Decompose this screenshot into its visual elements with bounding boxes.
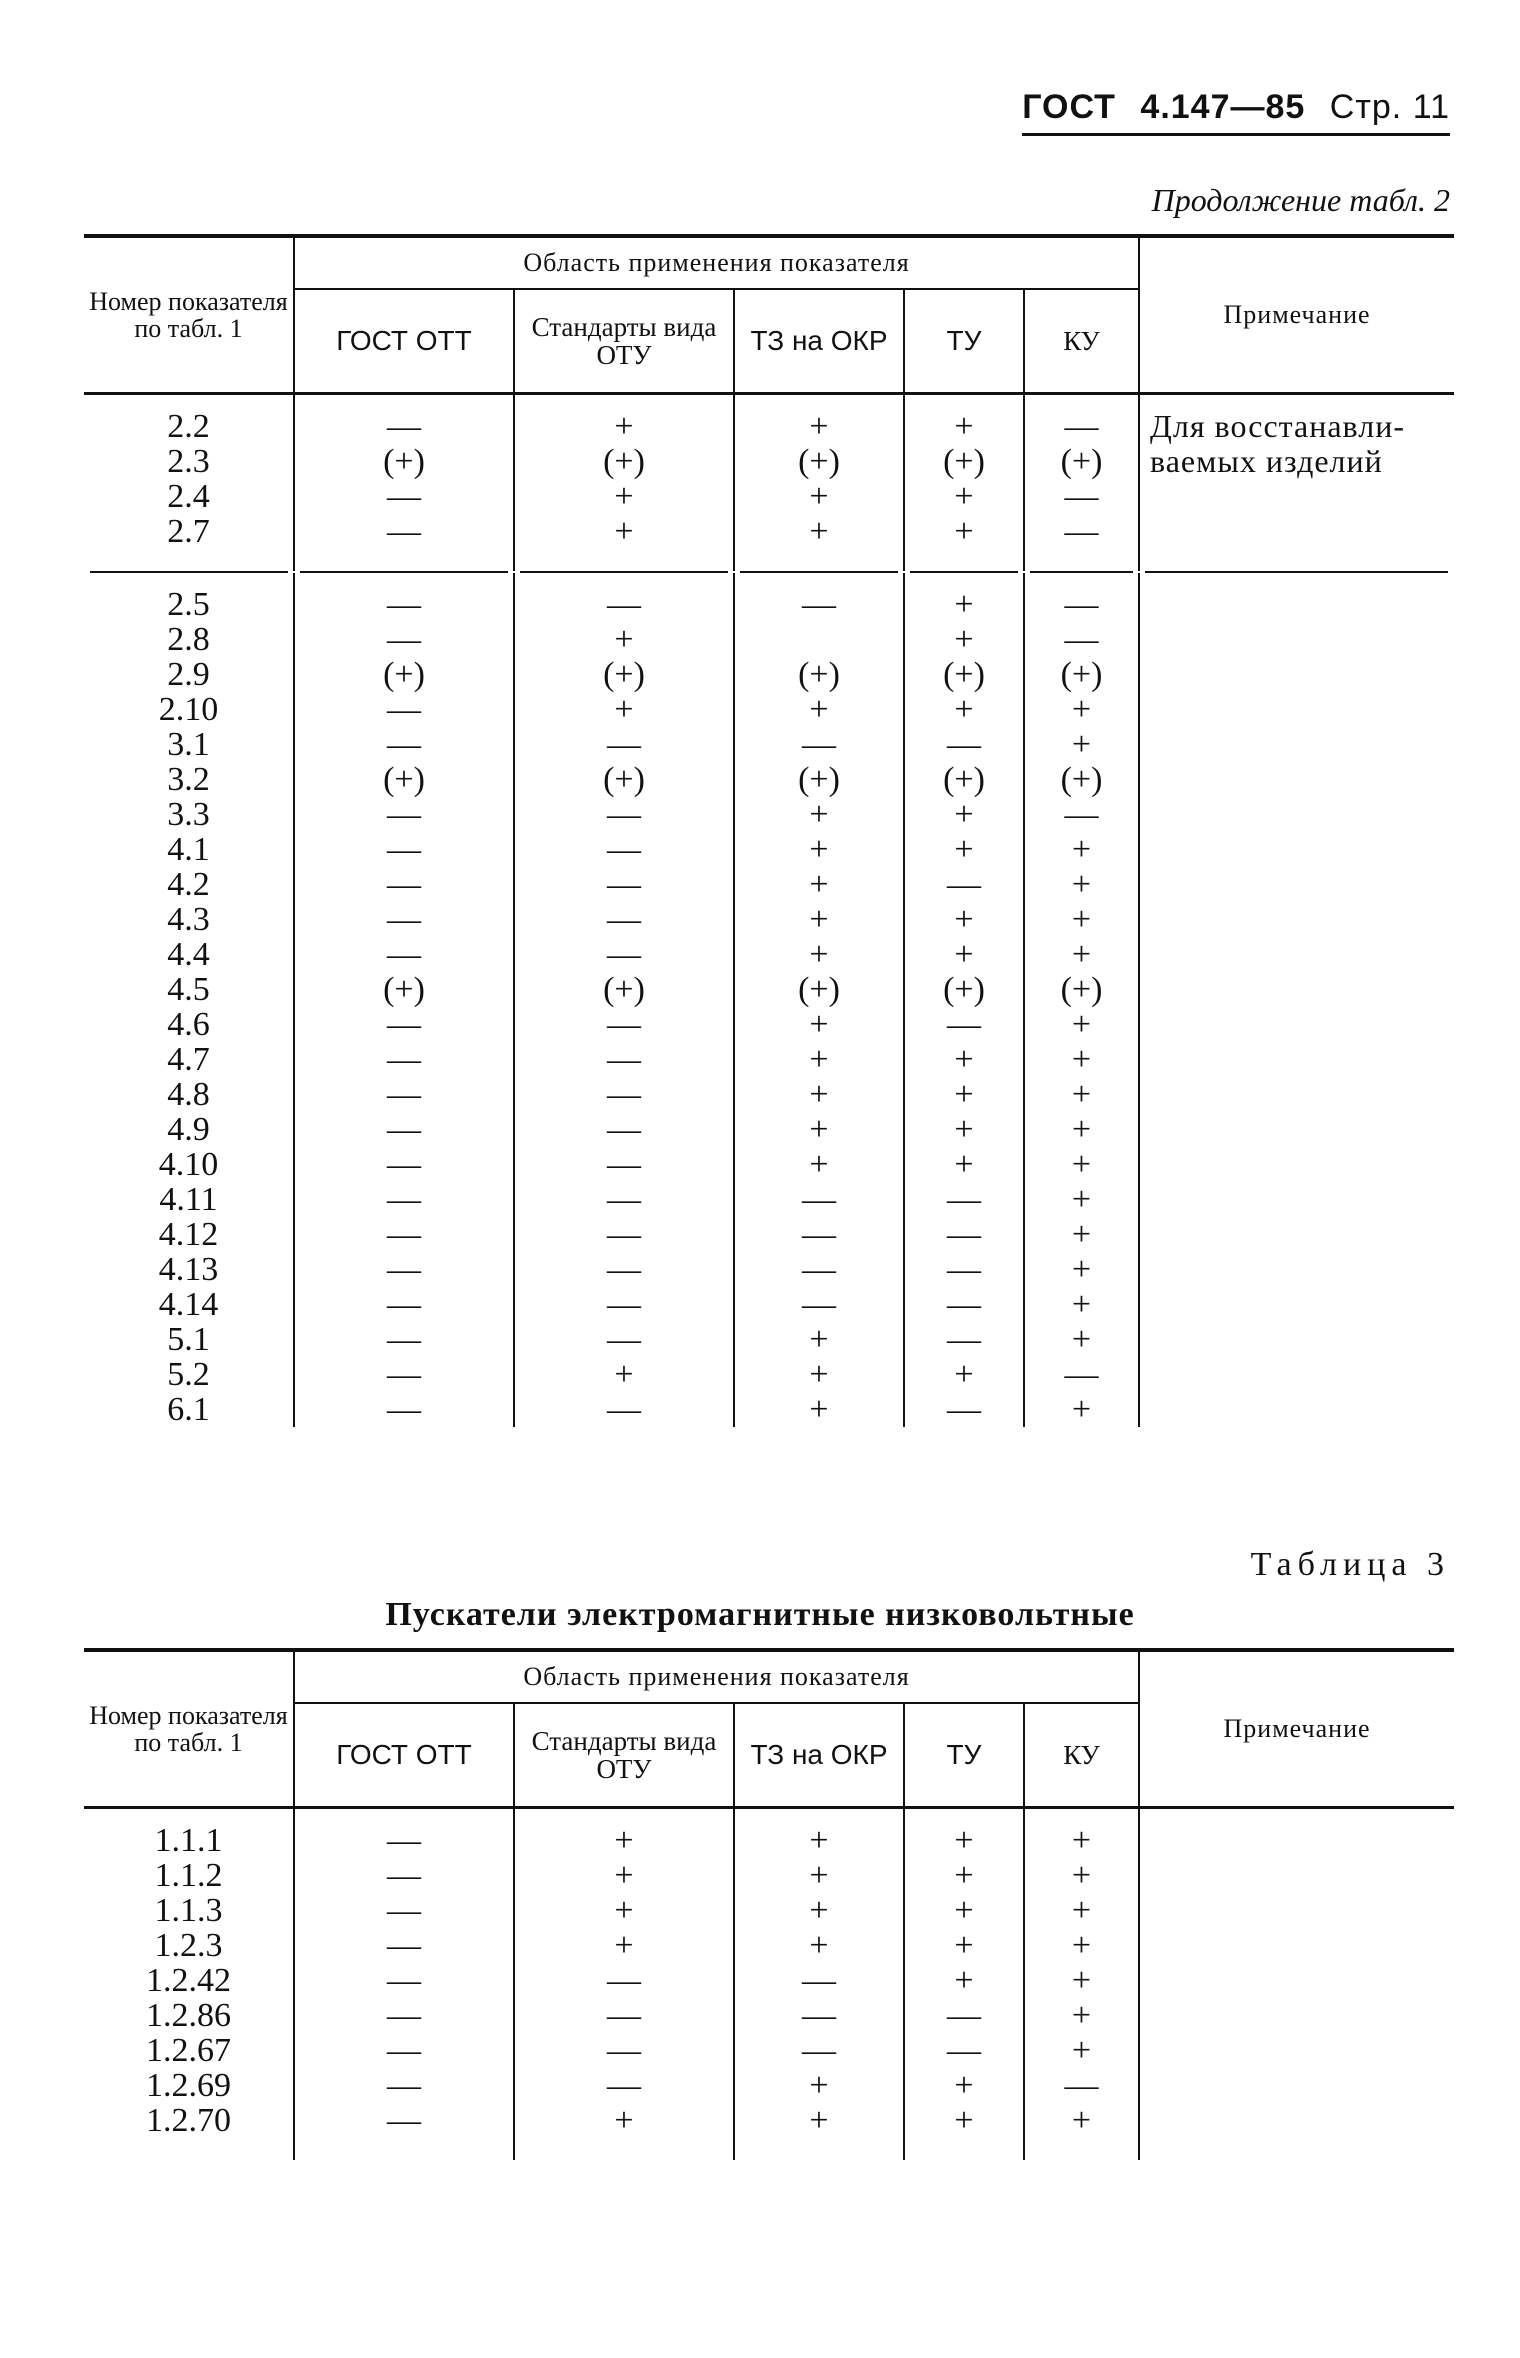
- cell-value: +: [954, 1146, 974, 1183]
- cell-value: +: [614, 1927, 634, 1964]
- col-gost-ott-header: ГОСТ ОТТ: [294, 289, 514, 394]
- cell-ku: [1024, 573, 1139, 1427]
- cell-value: +: [809, 1111, 829, 1148]
- cell-value: —: [947, 726, 981, 763]
- cell-value: —: [607, 1251, 641, 1288]
- col-ku-header: КУ: [1024, 1703, 1139, 1808]
- cell-value: +: [954, 1962, 974, 1999]
- cell-value: +: [1071, 1321, 1092, 1358]
- cell-value: +: [1071, 831, 1092, 868]
- cell-value: +: [614, 1356, 634, 1393]
- cell-value: +: [954, 1076, 974, 1113]
- row-number: 3.3: [167, 796, 210, 833]
- cell-value: —: [1064, 2067, 1099, 2104]
- cell-value: +: [1071, 2102, 1092, 2139]
- row-number: 4.10: [158, 1146, 219, 1183]
- cell-value: —: [387, 1006, 421, 1043]
- cell-value: —: [607, 796, 641, 833]
- cell-value: +: [614, 2102, 634, 2139]
- cell-value: (+): [798, 443, 840, 480]
- cell-value: —: [1064, 408, 1099, 445]
- cell-value: —: [387, 513, 421, 550]
- cell-value: +: [614, 691, 634, 728]
- cell-value: +: [614, 408, 634, 445]
- cell-value: (+): [943, 761, 985, 798]
- cell-value: +: [954, 1927, 974, 1964]
- cell-value: (+): [383, 761, 425, 798]
- cell-value: —: [1064, 478, 1099, 515]
- cell-value: +: [809, 2102, 829, 2139]
- cell-value: —: [802, 1181, 836, 1218]
- cell-value: +: [954, 621, 974, 658]
- cell-value: +: [614, 1892, 634, 1929]
- row-numbers: [84, 1808, 294, 2139]
- col-note-header: Примечание: [1139, 236, 1454, 394]
- cell-value: +: [954, 2102, 974, 2139]
- cell-value: —: [1064, 513, 1099, 550]
- cell-value: —: [802, 1216, 836, 1253]
- col-number-header: Номер показателя по табл. 1: [84, 236, 294, 394]
- cell-value: +: [809, 513, 829, 550]
- cell-value: +: [809, 1892, 829, 1929]
- cell-value: +: [809, 691, 829, 728]
- cell-value: —: [1064, 586, 1099, 623]
- row-number: 1.2.69: [146, 2067, 231, 2104]
- row-number: 2.5: [167, 586, 210, 623]
- col-group-header: Область применения показателя: [294, 1650, 1139, 1703]
- row-number: 2.4: [167, 478, 210, 515]
- col-group-header: Область применения показателя: [294, 236, 1139, 289]
- cell-value: (+): [603, 761, 645, 798]
- cell-value: (+): [943, 971, 985, 1008]
- spacer-row: [84, 2138, 1454, 2160]
- cell-value: —: [802, 1251, 836, 1288]
- cell-value: (+): [943, 443, 985, 480]
- cell-value: +: [1071, 866, 1092, 903]
- cell-value: +: [1071, 901, 1092, 938]
- cell-value: +: [954, 1111, 974, 1148]
- cell-value: —: [607, 831, 641, 868]
- cell-value: —: [387, 866, 421, 903]
- cell-note: [1139, 573, 1454, 1427]
- cell-tz-okr: [734, 394, 904, 550]
- cell-value: —: [387, 1041, 421, 1078]
- cell-value: —: [802, 2032, 836, 2069]
- cell-value: (+): [1060, 443, 1103, 480]
- cell-value: +: [1071, 1251, 1092, 1288]
- cell-tz-okr: [734, 1808, 904, 2139]
- row-number: 1.1.1: [154, 1822, 223, 1859]
- cell-value: —: [607, 1391, 641, 1428]
- cell-value: —: [947, 1181, 981, 1218]
- table-row: [84, 573, 1454, 1427]
- cell-value: —: [387, 1857, 421, 1894]
- cell-value: +: [809, 1927, 829, 1964]
- header-gost: ГОСТ: [1022, 88, 1116, 126]
- cell-value: (+): [798, 761, 840, 798]
- cell-value: +: [1071, 1857, 1092, 1894]
- cell-value: —: [387, 1391, 421, 1428]
- cell-value: —: [387, 1892, 421, 1929]
- cell-value: —: [607, 2032, 641, 2069]
- cell-value: —: [607, 1006, 641, 1043]
- row-number: 1.2.67: [146, 2032, 231, 2069]
- cell-value: —: [387, 1216, 421, 1253]
- col-note-header: Примечание: [1139, 1650, 1454, 1808]
- cell-value: (+): [943, 656, 985, 693]
- cell-value: —: [947, 2032, 981, 2069]
- col-number-header: Номер показателя по табл. 1: [84, 1650, 294, 1808]
- cell-value: —: [607, 1076, 641, 1113]
- cell-value: +: [614, 1822, 634, 1859]
- cell-value: +: [954, 408, 974, 445]
- cell-value: —: [387, 691, 421, 728]
- row-number: 4.1: [167, 831, 210, 868]
- cell-value: —: [607, 1181, 641, 1218]
- cell-value: —: [607, 1216, 641, 1253]
- cell-value: +: [1071, 936, 1092, 973]
- table-3: [84, 1648, 1454, 2160]
- cell-value: —: [947, 1251, 981, 1288]
- cell-value: —: [802, 586, 836, 623]
- row-number: 4.8: [167, 1076, 210, 1113]
- table3-body: [84, 1808, 1454, 2161]
- cell-value: +: [954, 1356, 974, 1393]
- cell-value: (+): [603, 971, 645, 1008]
- cell-value: +: [1071, 726, 1092, 763]
- cell-value: —: [607, 586, 641, 623]
- row-number: 4.11: [159, 1181, 218, 1218]
- col-gost-ott-header: ГОСТ ОТТ: [294, 1703, 514, 1808]
- row-number: 1.2.86: [146, 1997, 231, 2034]
- row-number: 2.2: [167, 408, 210, 445]
- row-number: 2.7: [167, 513, 210, 550]
- cell-value: +: [809, 1356, 829, 1393]
- cell-value: +: [809, 1076, 829, 1113]
- cell-value: —: [387, 408, 421, 445]
- cell-value: —: [607, 1146, 641, 1183]
- cell-value: +: [809, 1321, 829, 1358]
- cell-value: +: [954, 2067, 974, 2104]
- row-number: 3.2: [167, 761, 210, 798]
- cell-value: —: [1064, 796, 1099, 833]
- table2-body: [84, 394, 1454, 1428]
- row-number: 4.6: [167, 1006, 210, 1043]
- cell-value: —: [607, 1111, 641, 1148]
- row-number: 4.4: [167, 936, 210, 973]
- row-number: 4.7: [167, 1041, 210, 1078]
- cell-value: —: [387, 1321, 421, 1358]
- cell-value: —: [387, 1356, 421, 1393]
- cell-note: Для восстанавли-ваемых изделий: [1139, 394, 1454, 550]
- cell-value: (+): [798, 971, 840, 1008]
- cell-value: —: [947, 1391, 981, 1428]
- cell-value: +: [1071, 691, 1092, 728]
- cell-value: —: [947, 1286, 981, 1323]
- cell-value: —: [387, 2067, 421, 2104]
- cell-value: +: [809, 936, 829, 973]
- cell-value: —: [387, 1822, 421, 1859]
- cell-value: +: [614, 621, 634, 658]
- cell-value: —: [607, 1286, 641, 1323]
- cell-value: (+): [798, 656, 840, 693]
- row-number: 4.9: [167, 1111, 210, 1148]
- row-number: 1.2.70: [146, 2102, 231, 2139]
- cell-value: —: [607, 2067, 641, 2104]
- cell-value: +: [954, 831, 974, 868]
- cell-value: —: [387, 1076, 421, 1113]
- row-number: 4.13: [158, 1251, 219, 1288]
- cell-value: +: [614, 513, 634, 550]
- cell-value: +: [954, 478, 974, 515]
- cell-value: +: [809, 866, 829, 903]
- cell-value: —: [387, 1286, 421, 1323]
- col-standards-header: Стандарты вида ОТУ: [514, 289, 734, 394]
- row-number: 2.8: [167, 621, 210, 658]
- row-numbers: [84, 573, 294, 1427]
- table3-title: Пускатели электромагнитные низковольтные: [385, 1596, 1135, 1633]
- cell-value: +: [1071, 1962, 1092, 1999]
- cell-value: (+): [383, 971, 425, 1008]
- cell-value: —: [607, 1997, 641, 2034]
- table-row: [84, 1808, 1454, 2139]
- cell-standards: [514, 394, 734, 550]
- cell-value: +: [1071, 1286, 1092, 1323]
- cell-gost-ott: [294, 573, 514, 1427]
- table2-continuation-label: Продолжение табл. 2: [1151, 182, 1450, 218]
- cell-value: —: [1064, 1356, 1099, 1393]
- cell-value: [735, 622, 903, 657]
- cell-value: +: [954, 513, 974, 550]
- cell-standards: [514, 573, 734, 1427]
- cell-value: (+): [383, 656, 425, 693]
- cell-value: +: [954, 1857, 974, 1894]
- row-number: 4.12: [158, 1216, 219, 1253]
- cell-value: —: [387, 831, 421, 868]
- cell-value: —: [607, 936, 641, 973]
- row-number: 4.5: [167, 971, 210, 1008]
- cell-value: +: [809, 1857, 829, 1894]
- row-number: 5.1: [167, 1321, 210, 1358]
- col-standards-header: Стандарты вида ОТУ: [514, 1703, 734, 1808]
- cell-tu: [904, 394, 1024, 550]
- row-number: 6.1: [167, 1391, 210, 1428]
- row-number: 2.3: [167, 443, 210, 480]
- header-page: Стр. 11: [1329, 88, 1450, 126]
- cell-value: +: [809, 1391, 829, 1428]
- row-number: 2.10: [158, 691, 219, 728]
- cell-value: +: [954, 1041, 974, 1078]
- spacer-row: [84, 549, 1454, 571]
- cell-value: —: [387, 726, 421, 763]
- cell-value: +: [1071, 2032, 1092, 2069]
- cell-value: +: [954, 936, 974, 973]
- cell-value: —: [387, 1997, 421, 2034]
- cell-tz-okr: [734, 573, 904, 1427]
- row-number: 2.9: [167, 656, 210, 693]
- col-tz-okr-header: ТЗ на ОКР: [734, 289, 904, 394]
- cell-tu: [904, 573, 1024, 1427]
- cell-value: +: [1071, 1892, 1092, 1929]
- cell-value: —: [607, 1962, 641, 1999]
- cell-value: +: [809, 2067, 829, 2104]
- cell-value: —: [607, 1321, 641, 1358]
- cell-value: +: [1071, 1391, 1092, 1428]
- cell-value: —: [802, 1286, 836, 1323]
- row-number: 4.14: [158, 1286, 219, 1323]
- cell-value: —: [387, 901, 421, 938]
- cell-value: —: [387, 621, 421, 658]
- cell-value: +: [614, 1857, 634, 1894]
- running-header: [1022, 88, 1450, 136]
- cell-value: —: [387, 1146, 421, 1183]
- cell-value: —: [387, 1962, 421, 1999]
- row-number: 4.3: [167, 901, 210, 938]
- cell-value: +: [954, 586, 974, 623]
- cell-value: —: [387, 1251, 421, 1288]
- row-number: 1.1.3: [154, 1892, 223, 1929]
- cell-value: (+): [603, 656, 645, 693]
- cell-value: —: [947, 1216, 981, 1253]
- col-tz-okr-header: ТЗ на ОКР: [734, 1703, 904, 1808]
- cell-value: +: [809, 478, 829, 515]
- cell-value: +: [809, 831, 829, 868]
- row-number: 3.1: [167, 726, 210, 763]
- cell-value: —: [947, 1006, 981, 1043]
- table-2: [84, 234, 1454, 1427]
- cell-value: +: [1071, 1006, 1092, 1043]
- cell-value: +: [1071, 1111, 1092, 1148]
- cell-value: +: [809, 1041, 829, 1078]
- cell-value: —: [387, 1111, 421, 1148]
- row-numbers: [84, 394, 294, 550]
- cell-value: +: [809, 1006, 829, 1043]
- cell-value: +: [809, 1822, 829, 1859]
- cell-value: (+): [1060, 971, 1103, 1008]
- cell-value: +: [809, 1146, 829, 1183]
- cell-value: —: [607, 726, 641, 763]
- cell-value: —: [387, 796, 421, 833]
- cell-gost-ott: [294, 1808, 514, 2139]
- cell-value: +: [1071, 1076, 1092, 1113]
- cell-value: —: [607, 901, 641, 938]
- cell-value: +: [809, 408, 829, 445]
- cell-value: +: [1071, 1822, 1092, 1859]
- cell-value: —: [1064, 621, 1099, 658]
- cell-value: +: [809, 901, 829, 938]
- cell-value: +: [954, 796, 974, 833]
- cell-value: +: [1071, 1216, 1092, 1253]
- cell-value: +: [1071, 1927, 1092, 1964]
- row-number: 1.2.3: [154, 1927, 223, 1964]
- cell-value: +: [954, 691, 974, 728]
- cell-value: —: [387, 478, 421, 515]
- cell-value: +: [809, 796, 829, 833]
- cell-value: +: [1071, 1997, 1092, 2034]
- cell-value: —: [387, 1927, 421, 1964]
- cell-value: +: [614, 478, 634, 515]
- cell-value: (+): [603, 443, 645, 480]
- table-row: [84, 394, 1454, 550]
- col-tu-header: ТУ: [904, 289, 1024, 394]
- table3-label: Таблица 3: [1250, 1546, 1450, 1583]
- cell-value: —: [802, 1997, 836, 2034]
- cell-ku: [1024, 1808, 1139, 2139]
- cell-value: —: [947, 1321, 981, 1358]
- cell-value: (+): [1060, 761, 1103, 798]
- cell-value: +: [1071, 1146, 1092, 1183]
- cell-value: +: [954, 1892, 974, 1929]
- header-standard-number: 4.147—85: [1140, 88, 1306, 126]
- cell-value: —: [802, 1962, 836, 1999]
- cell-value: —: [802, 726, 836, 763]
- row-number: 5.2: [167, 1356, 210, 1393]
- col-ku-header: КУ: [1024, 289, 1139, 394]
- cell-value: —: [387, 936, 421, 973]
- cell-value: +: [1071, 1041, 1092, 1078]
- cell-value: —: [387, 2032, 421, 2069]
- cell-ku: [1024, 394, 1139, 550]
- cell-value: +: [1071, 1181, 1092, 1218]
- col-tu-header: ТУ: [904, 1703, 1024, 1808]
- cell-value: —: [607, 866, 641, 903]
- cell-value: +: [954, 901, 974, 938]
- cell-value: (+): [383, 443, 425, 480]
- cell-value: —: [607, 1041, 641, 1078]
- cell-value: —: [387, 2102, 421, 2139]
- cell-gost-ott: [294, 394, 514, 550]
- cell-value: —: [387, 586, 421, 623]
- cell-value: —: [947, 1997, 981, 2034]
- cell-value: —: [947, 866, 981, 903]
- cell-value: (+): [1060, 656, 1103, 693]
- cell-value: —: [387, 1181, 421, 1218]
- cell-value: +: [954, 1822, 974, 1859]
- cell-standards: [514, 1808, 734, 2139]
- row-number: 1.1.2: [154, 1857, 223, 1894]
- row-number: 4.2: [167, 866, 210, 903]
- cell-tu: [904, 1808, 1024, 2139]
- cell-note: [1139, 1808, 1454, 2139]
- row-number: 1.2.42: [146, 1962, 231, 1999]
